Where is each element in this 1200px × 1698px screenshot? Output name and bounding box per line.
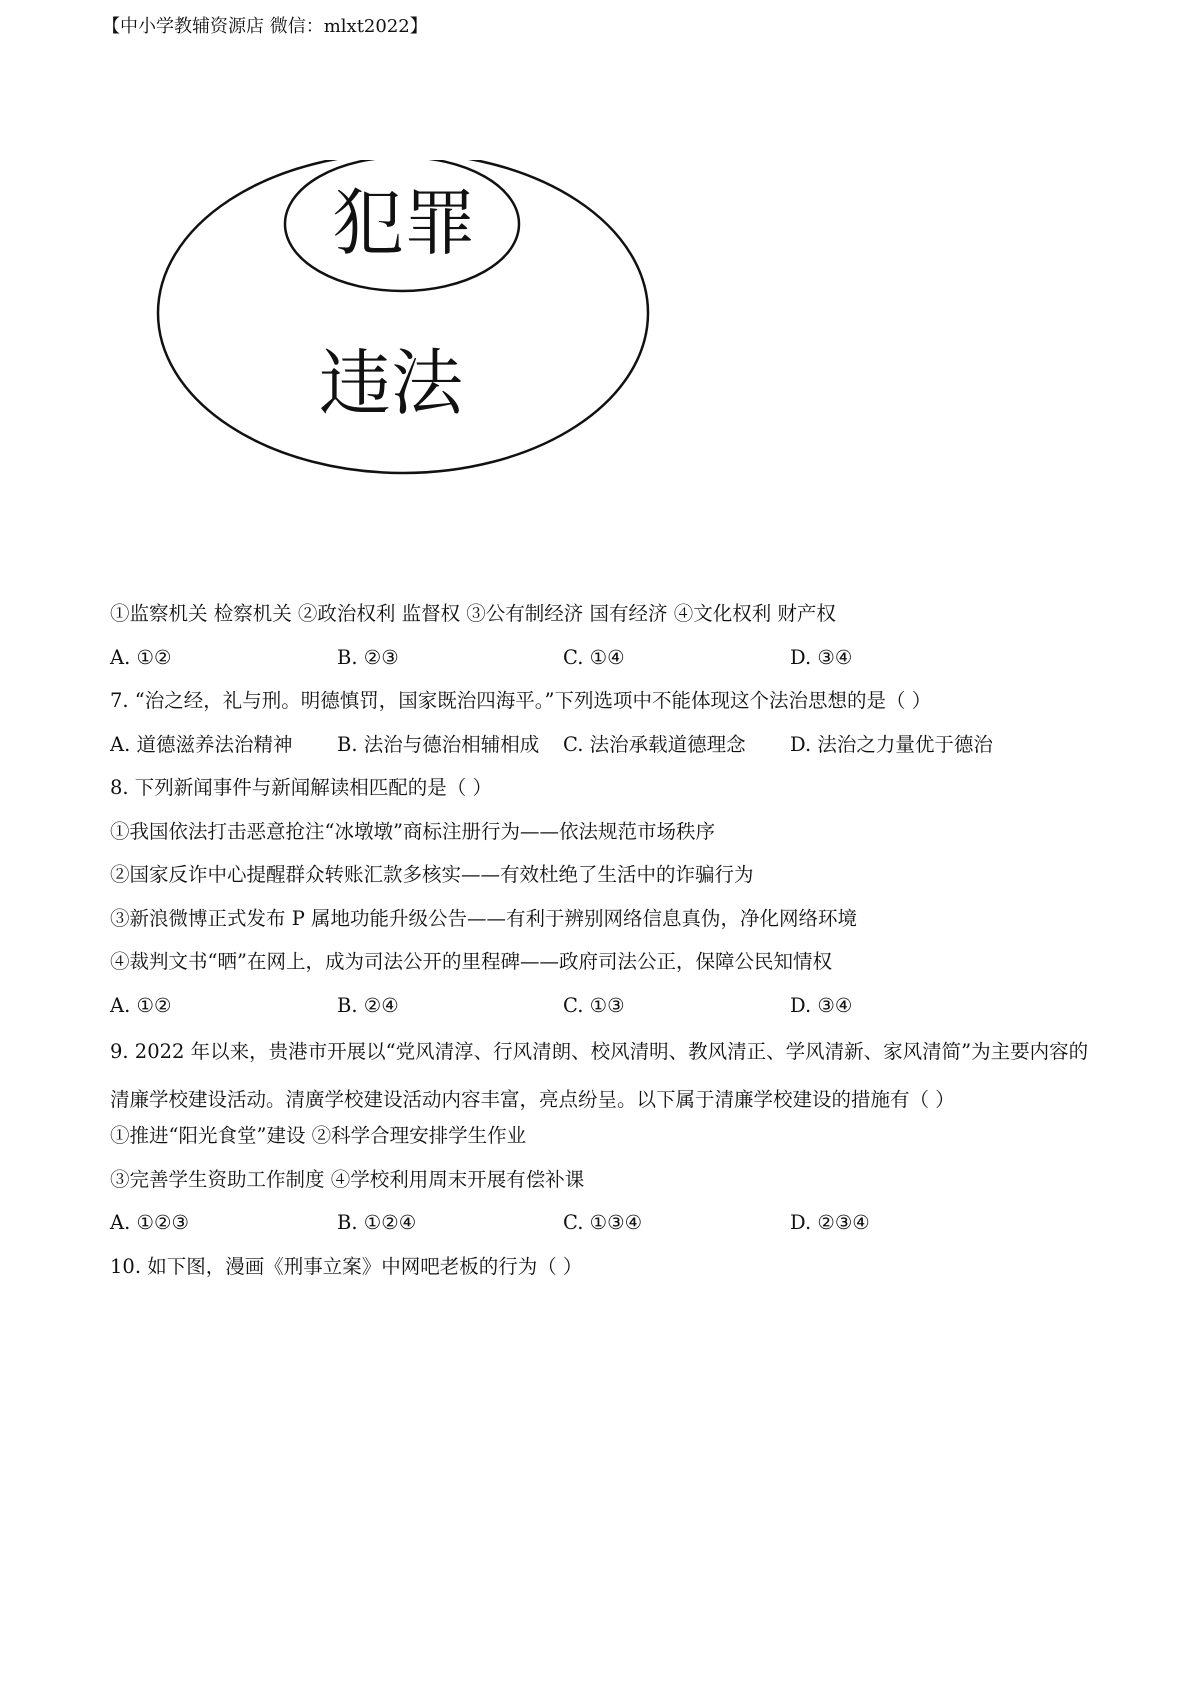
inner-label: 犯罪 [331, 181, 477, 265]
q7-option-c: C. 法治承载道德理念 [563, 733, 746, 756]
q7-option-a: A. 道德滋养法治精神 [110, 733, 293, 756]
venn-svg [150, 160, 710, 520]
header-watermark: 【中小学教辅资源店 微信：mlxt2022】 [102, 16, 428, 37]
q6-option-b: B. ②③ [337, 646, 399, 669]
q8-item-3: ③新浪微博正式发布 P 属地功能升级公告——有利于辨别网络信息真伪，净化网络环境 [110, 907, 858, 930]
q9-stem: 9. 2022 年以来，贵港市开展以“党风清淳、行风清朗、校风清明、教风清正、学风清新、家风清简”为主要内容的清廉学校建设活动。清廣学校建设活动内容丰富，亮点纷呈。以下属于清廉学校建设的措施有（ ） [110, 1040, 1089, 1111]
q7-option-d: D. 法治之力量优于德治 [790, 733, 993, 756]
q7-options [110, 730, 1110, 760]
venn-diagram [150, 160, 710, 520]
q8-stem: 8. 下列新闻事件与新闻解读相匹配的是（ ） [110, 776, 493, 799]
q9-options [110, 1208, 1110, 1238]
q7-option-b: B. 法治与德治相辅相成 [337, 733, 540, 756]
q9-items-line-1: ①推进“阳光食堂”建设 ②科学合理安排学生作业 [110, 1124, 527, 1147]
q6-option-a: A. ①② [110, 646, 172, 669]
q9-option-a: A. ①②③ [110, 1211, 189, 1234]
q6-items: ①监察机关 检察机关 ②政治权利 监督权 ③公有制经济 国有经济 ④文化权利 财产权 [110, 602, 836, 625]
q9-option-d: D. ②③④ [790, 1211, 870, 1234]
q8-item-2: ②国家反诈中心提醒群众转账汇款多核实——有效杜绝了生活中的诈骗行为 [110, 863, 754, 886]
q8-options [110, 991, 1110, 1021]
q9-option-b: B. ①②④ [337, 1211, 417, 1234]
q6-option-c: C. ①④ [563, 646, 625, 669]
q9-option-c: C. ①③④ [563, 1211, 643, 1234]
outer-label: 违法 [318, 341, 464, 425]
q6-options [110, 643, 1110, 673]
q8-option-d: D. ③④ [790, 994, 853, 1017]
q8-item-1: ①我国依法打击恶意抢注“冰墩墩”商标注册行为——依法规范市场秩序 [110, 820, 715, 843]
q9-items-line-2: ③完善学生资助工作制度 ④学校利用周末开展有偿补课 [110, 1168, 585, 1191]
q8-item-4: ④裁判文书“晒”在网上，成为司法公开的里程碑——政府司法公正，保障公民知情权 [110, 950, 832, 973]
q8-option-a: A. ①② [110, 994, 172, 1017]
q6-option-d: D. ③④ [790, 646, 853, 669]
q10-stem: 10. 如下图，漫画《刑事立案》中网吧老板的行为（ ） [110, 1255, 583, 1278]
q8-option-b: B. ②④ [337, 994, 399, 1017]
q7-stem: 7. “治之经，礼与刑。明德慎罚，国家既治四海平。”下列选项中不能体现这个法治思想的是（ ） [110, 689, 932, 712]
q8-option-c: C. ①③ [563, 994, 625, 1017]
